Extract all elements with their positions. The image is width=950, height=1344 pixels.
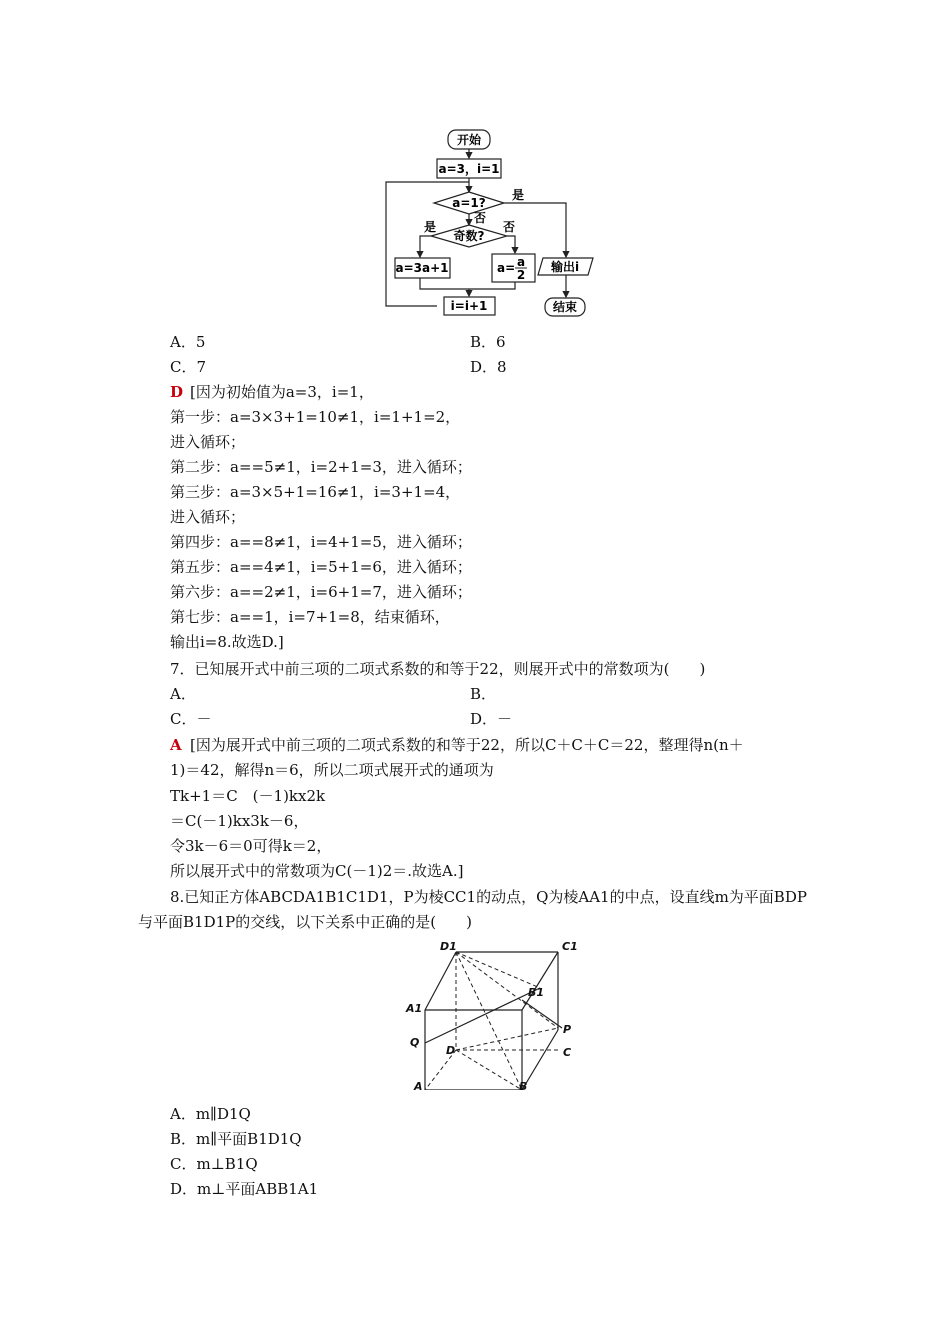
q8-option-d: D．m⊥平面ABB1A1 bbox=[170, 1180, 319, 1198]
q6-answer: D bbox=[170, 383, 184, 401]
cube-edge bbox=[425, 952, 456, 1010]
q8-stem: 与平面B1D1P的交线，以下关系中正确的是( ) bbox=[138, 913, 472, 931]
q8-stem: 8.已知正方体ABCDA1B1C1D1，P为棱CC1的动点，Q为棱AA1的中点，设直线m为平面BDP bbox=[170, 888, 807, 906]
label-b: B bbox=[519, 1080, 528, 1090]
q7-solution-line: Tk+1＝C (－1)kx2k bbox=[170, 787, 326, 805]
label-q: Q bbox=[410, 1036, 420, 1049]
q6-solution-line: 第二步：a==5≠1，i=2+1=3，进入循环； bbox=[170, 458, 472, 476]
cond1-yes-label: 是 bbox=[512, 188, 525, 202]
label-d1: D1 bbox=[440, 940, 457, 953]
q7-stem: 7．已知展开式中前三项的二项式系数的和等于22，则展开式中的常数项为( ) bbox=[170, 660, 706, 678]
q8-option-b: B．m∥平面B1D1Q bbox=[170, 1130, 302, 1148]
q7-solution-line: [因为展开式中前三项的二项式系数的和等于22，所以C＋C＋C＝22，整理得n(n＋ bbox=[190, 736, 744, 754]
q7-option-d: D．－ bbox=[470, 710, 513, 728]
hidden-edge bbox=[456, 952, 540, 988]
q6-solution-line: 第一步：a=3×3+1=10≠1，i=1+1=2， bbox=[170, 408, 461, 426]
label-d: D bbox=[446, 1044, 456, 1057]
q8-option-a: A．m∥D1Q bbox=[170, 1105, 251, 1123]
proc-even-numerator: a bbox=[516, 255, 526, 269]
q6-option-c: C．7 bbox=[170, 358, 207, 376]
label-a1: A1 bbox=[406, 1002, 423, 1015]
proc-even-denominator: 2 bbox=[516, 268, 526, 282]
cond1-label: a=1? bbox=[452, 196, 486, 210]
q6-solution-line: 第四步：a==8≠1，i=4+1=5，进入循环； bbox=[170, 533, 472, 551]
q6-solution-line: 第五步：a==4≠1，i=5+1=6，进入循环； bbox=[170, 558, 472, 576]
cube-edge bbox=[522, 1030, 558, 1090]
q6-solution-line: 输出i=8.故选D.] bbox=[170, 633, 284, 651]
q7-solution-line: 所以展开式中的常数项为C(－1)2＝.故选A.] bbox=[170, 862, 464, 880]
q6-solution-line: [因为初始值为a=3，i=1， bbox=[190, 383, 374, 401]
flowchart bbox=[0, 0, 950, 330]
proc-even-label: a= bbox=[497, 261, 516, 275]
label-c: C bbox=[563, 1046, 572, 1059]
q6-option-b: B．6 bbox=[470, 333, 506, 351]
init-label: a=3，i=1 bbox=[438, 162, 500, 176]
q6-solution-line: 进入循环； bbox=[170, 433, 246, 451]
incr-label: i=i+1 bbox=[450, 299, 488, 313]
end-label: 结束 bbox=[552, 300, 578, 314]
q6-solution-line: 第六步：a==2≠1，i=6+1=7，进入循环； bbox=[170, 583, 472, 601]
cond1-no-label: 否 bbox=[474, 211, 487, 225]
q7-option-b: B． bbox=[470, 685, 497, 703]
q6-solution-line: 第三步：a=3×5+1=16≠1，i=3+1=4， bbox=[170, 483, 461, 501]
q6-option-d: D．8 bbox=[470, 358, 507, 376]
hidden-edge bbox=[456, 1028, 558, 1050]
q7-answer: A bbox=[170, 736, 182, 754]
label-b1: B1 bbox=[528, 986, 545, 999]
output-label: 输出i bbox=[550, 260, 580, 274]
hidden-edge bbox=[456, 952, 522, 1090]
cond2-label: 奇数? bbox=[453, 229, 485, 243]
cond2-yes-label: 是 bbox=[424, 220, 437, 234]
cond2-no-label: 否 bbox=[503, 220, 516, 234]
q7-solution-line: 1)＝42，解得n＝6，所以二项式展开式的通项为 bbox=[170, 761, 494, 779]
proc-odd-label: a=3a+1 bbox=[395, 261, 449, 275]
cube-edge bbox=[522, 952, 558, 1010]
b1-p-line bbox=[522, 1000, 562, 1028]
q-b1-line bbox=[425, 988, 540, 1043]
hidden-edge bbox=[456, 1050, 522, 1090]
q7-option-a: A． bbox=[170, 685, 196, 703]
q7-solution-line: 令3k－6＝0可得k＝2， bbox=[170, 837, 332, 855]
q7-option-c: C．－ bbox=[170, 710, 212, 728]
label-p: P bbox=[563, 1023, 572, 1036]
label-c1: C1 bbox=[562, 940, 578, 953]
start-label: 开始 bbox=[456, 133, 482, 147]
q6-solution-line: 进入循环； bbox=[170, 508, 246, 526]
q6-solution-line: 第七步：a==1，i=7+1=8，结束循环， bbox=[170, 608, 450, 626]
cube-figure bbox=[0, 940, 950, 1090]
q7-solution-line: ＝C(－1)kx3k－6， bbox=[170, 812, 309, 830]
q6-option-a: A．5 bbox=[170, 333, 206, 351]
label-a: A bbox=[414, 1080, 423, 1090]
q8-option-c: C．m⊥B1Q bbox=[170, 1155, 258, 1173]
